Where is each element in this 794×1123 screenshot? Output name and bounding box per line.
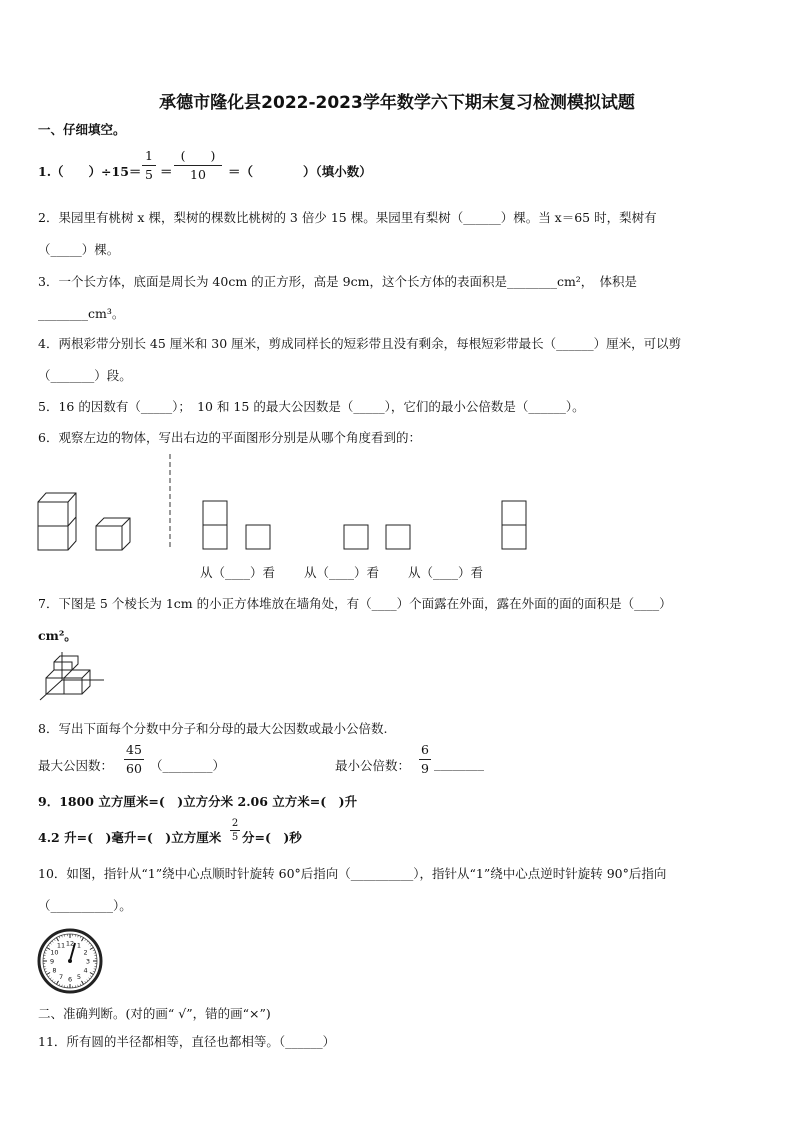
q1-tail: ＝（ ）（填小数） — [228, 164, 372, 179]
clock-tick — [45, 950, 47, 951]
q10-line2: （__________）。 — [38, 898, 132, 913]
clock-tick — [87, 941, 88, 942]
clock-tick — [82, 981, 84, 984]
clock-tick — [54, 939, 55, 941]
clock-tick — [93, 950, 95, 951]
clock-number: 7 — [58, 972, 64, 981]
clock-tick — [45, 971, 47, 972]
clock-tick — [50, 978, 51, 979]
q7-line2: cm²。 — [38, 628, 77, 643]
clock-number: 12 — [65, 939, 75, 948]
clock-tick — [85, 939, 86, 941]
clock-tick — [94, 969, 96, 970]
clock-tick — [57, 981, 59, 984]
clock-tick — [90, 948, 93, 950]
clock-tick — [48, 945, 50, 946]
q1-f2-numerator: ( ) — [180, 148, 216, 163]
clock-tick — [54, 981, 55, 983]
clock-tick — [87, 980, 88, 981]
clock-tick — [50, 943, 51, 944]
q9-line2-a: 4.2 升=( )毫升=( )立方厘米 — [38, 830, 222, 845]
clock-number: 9 — [49, 957, 55, 966]
q9-line1: 9．1800 立方厘米=( )立方分米 2.06 立方米=( )升 — [38, 794, 358, 809]
clock-number: 6 — [67, 975, 73, 984]
clock-tick — [89, 943, 90, 944]
q9-frac-denominator: 5 — [231, 832, 239, 843]
clock-tick — [59, 984, 60, 986]
q9-line2-b: 分=( )秒 — [242, 830, 302, 845]
clock-tick — [48, 976, 50, 977]
clock-tick — [57, 938, 59, 941]
q8-lcm-blank: ________ — [434, 756, 484, 771]
q8-gcd-denominator: 60 — [126, 761, 142, 776]
q4-line1: 4．两根彩带分别长 45 厘米和 30 厘米，剪成同样长的短彩带且没有剩余，每根短彩带最长（______）厘米，可以剪 — [38, 336, 682, 351]
clock-tick — [82, 938, 84, 941]
clock-tick — [90, 945, 92, 946]
clock-tick — [90, 973, 93, 975]
q10-line1: 10．如图，指针从“1”绕中心点顺时针旋转 60°后指向（__________），指针从“1”绕中心点逆时针旋转 90°后指向 — [38, 866, 667, 881]
clock-tick — [62, 985, 63, 987]
q4-line2: （_______）段。 — [38, 368, 132, 383]
clock-number: 1 — [76, 941, 82, 950]
clock-tick — [80, 936, 81, 938]
q8-gcd-blank: （________） — [150, 758, 226, 773]
clock-number: 11 — [56, 941, 66, 950]
page-title: 承德市隆化县2022-2023学年数学六下期末复习检测模拟试题 — [159, 93, 635, 113]
q3-line2: ________cm³。 — [38, 306, 125, 321]
q5-text: 5．16 的因数有（_____）； 10 和 15 的最大公因数是（_____），它们的最小公倍数是（______）。 — [38, 399, 585, 414]
q8-gcd-label: 最大公因数： — [38, 758, 114, 773]
clock-number: 5 — [76, 972, 82, 981]
clock-tick — [44, 953, 46, 954]
q8-lcm-denominator: 9 — [421, 761, 429, 776]
clock-number: 4 — [83, 966, 88, 975]
clock-tick — [80, 984, 81, 986]
clock-tick — [44, 969, 46, 970]
q8-gcd-numerator: 45 — [126, 742, 142, 757]
q6-view2-label: 从（____）看 — [304, 565, 380, 580]
clock-tick — [62, 935, 63, 937]
q7-line1: 7．下图是 5 个棱长为 1cm 的小正方体堆放在墙角处，有（____）个面露在外面，露在外面的面的面积是（____） — [38, 596, 672, 611]
q8-lcm-label: 最小公倍数： — [335, 758, 411, 773]
clock-tick — [78, 935, 79, 937]
clock-tick — [59, 936, 60, 938]
clock-tick — [94, 953, 96, 954]
q1-f2-denominator: 10 — [190, 167, 206, 182]
q2-line2: （_____）棵。 — [38, 242, 120, 257]
q8-text: 8．写出下面每个分数中分子和分母的最大公因数或最小公倍数. — [38, 721, 388, 736]
q1-f1-denominator: 5 — [145, 167, 153, 182]
section-heading-2: 二、准确判断。(对的画“ √”，错的画“×”) — [38, 1006, 271, 1021]
clock-tick — [52, 980, 53, 981]
q9-frac-numerator: 2 — [231, 818, 239, 829]
clock-tick — [78, 985, 79, 987]
clock-number: 10 — [50, 948, 59, 957]
clock-tick — [90, 976, 92, 977]
clock-number: 3 — [85, 957, 91, 966]
clock-number: 2 — [83, 948, 88, 957]
clock-tick — [93, 971, 95, 972]
section-heading-1: 一、仔细填空。 — [38, 122, 126, 137]
clock-tick — [89, 978, 90, 979]
q6-view3-label: 从（____）看 — [408, 565, 484, 580]
q11-text: 11．所有圆的半径都相等，直径也都相等。（______） — [38, 1034, 336, 1049]
q2-line1: 2．果园里有桃树 x 棵，梨树的棵数比桃树的 3 倍少 15 棵。果园里有梨树（______）棵。当 x＝65 时，梨树有 — [38, 210, 657, 225]
clock-tick — [52, 941, 53, 942]
clock-number: 8 — [52, 966, 57, 975]
q6-view1-label: 从（____）看 — [200, 565, 276, 580]
q8-lcm-numerator: 6 — [421, 742, 429, 757]
q1-lead: 1.（ ）÷15＝ — [38, 164, 142, 179]
clock-tick — [85, 981, 86, 983]
q1-equals: ＝ — [160, 164, 173, 179]
clock-tick — [47, 973, 50, 975]
q3-line1: 3．一个长方体，底面是周长为 40cm 的正方形，高是 9cm，这个长方体的表面积是________cm²， 体积是 — [38, 274, 638, 289]
q1-f1-numerator: 1 — [145, 148, 153, 163]
q6-text: 6．观察左边的物体，写出右边的平面图形分别是从哪个角度看到的： — [38, 430, 421, 445]
